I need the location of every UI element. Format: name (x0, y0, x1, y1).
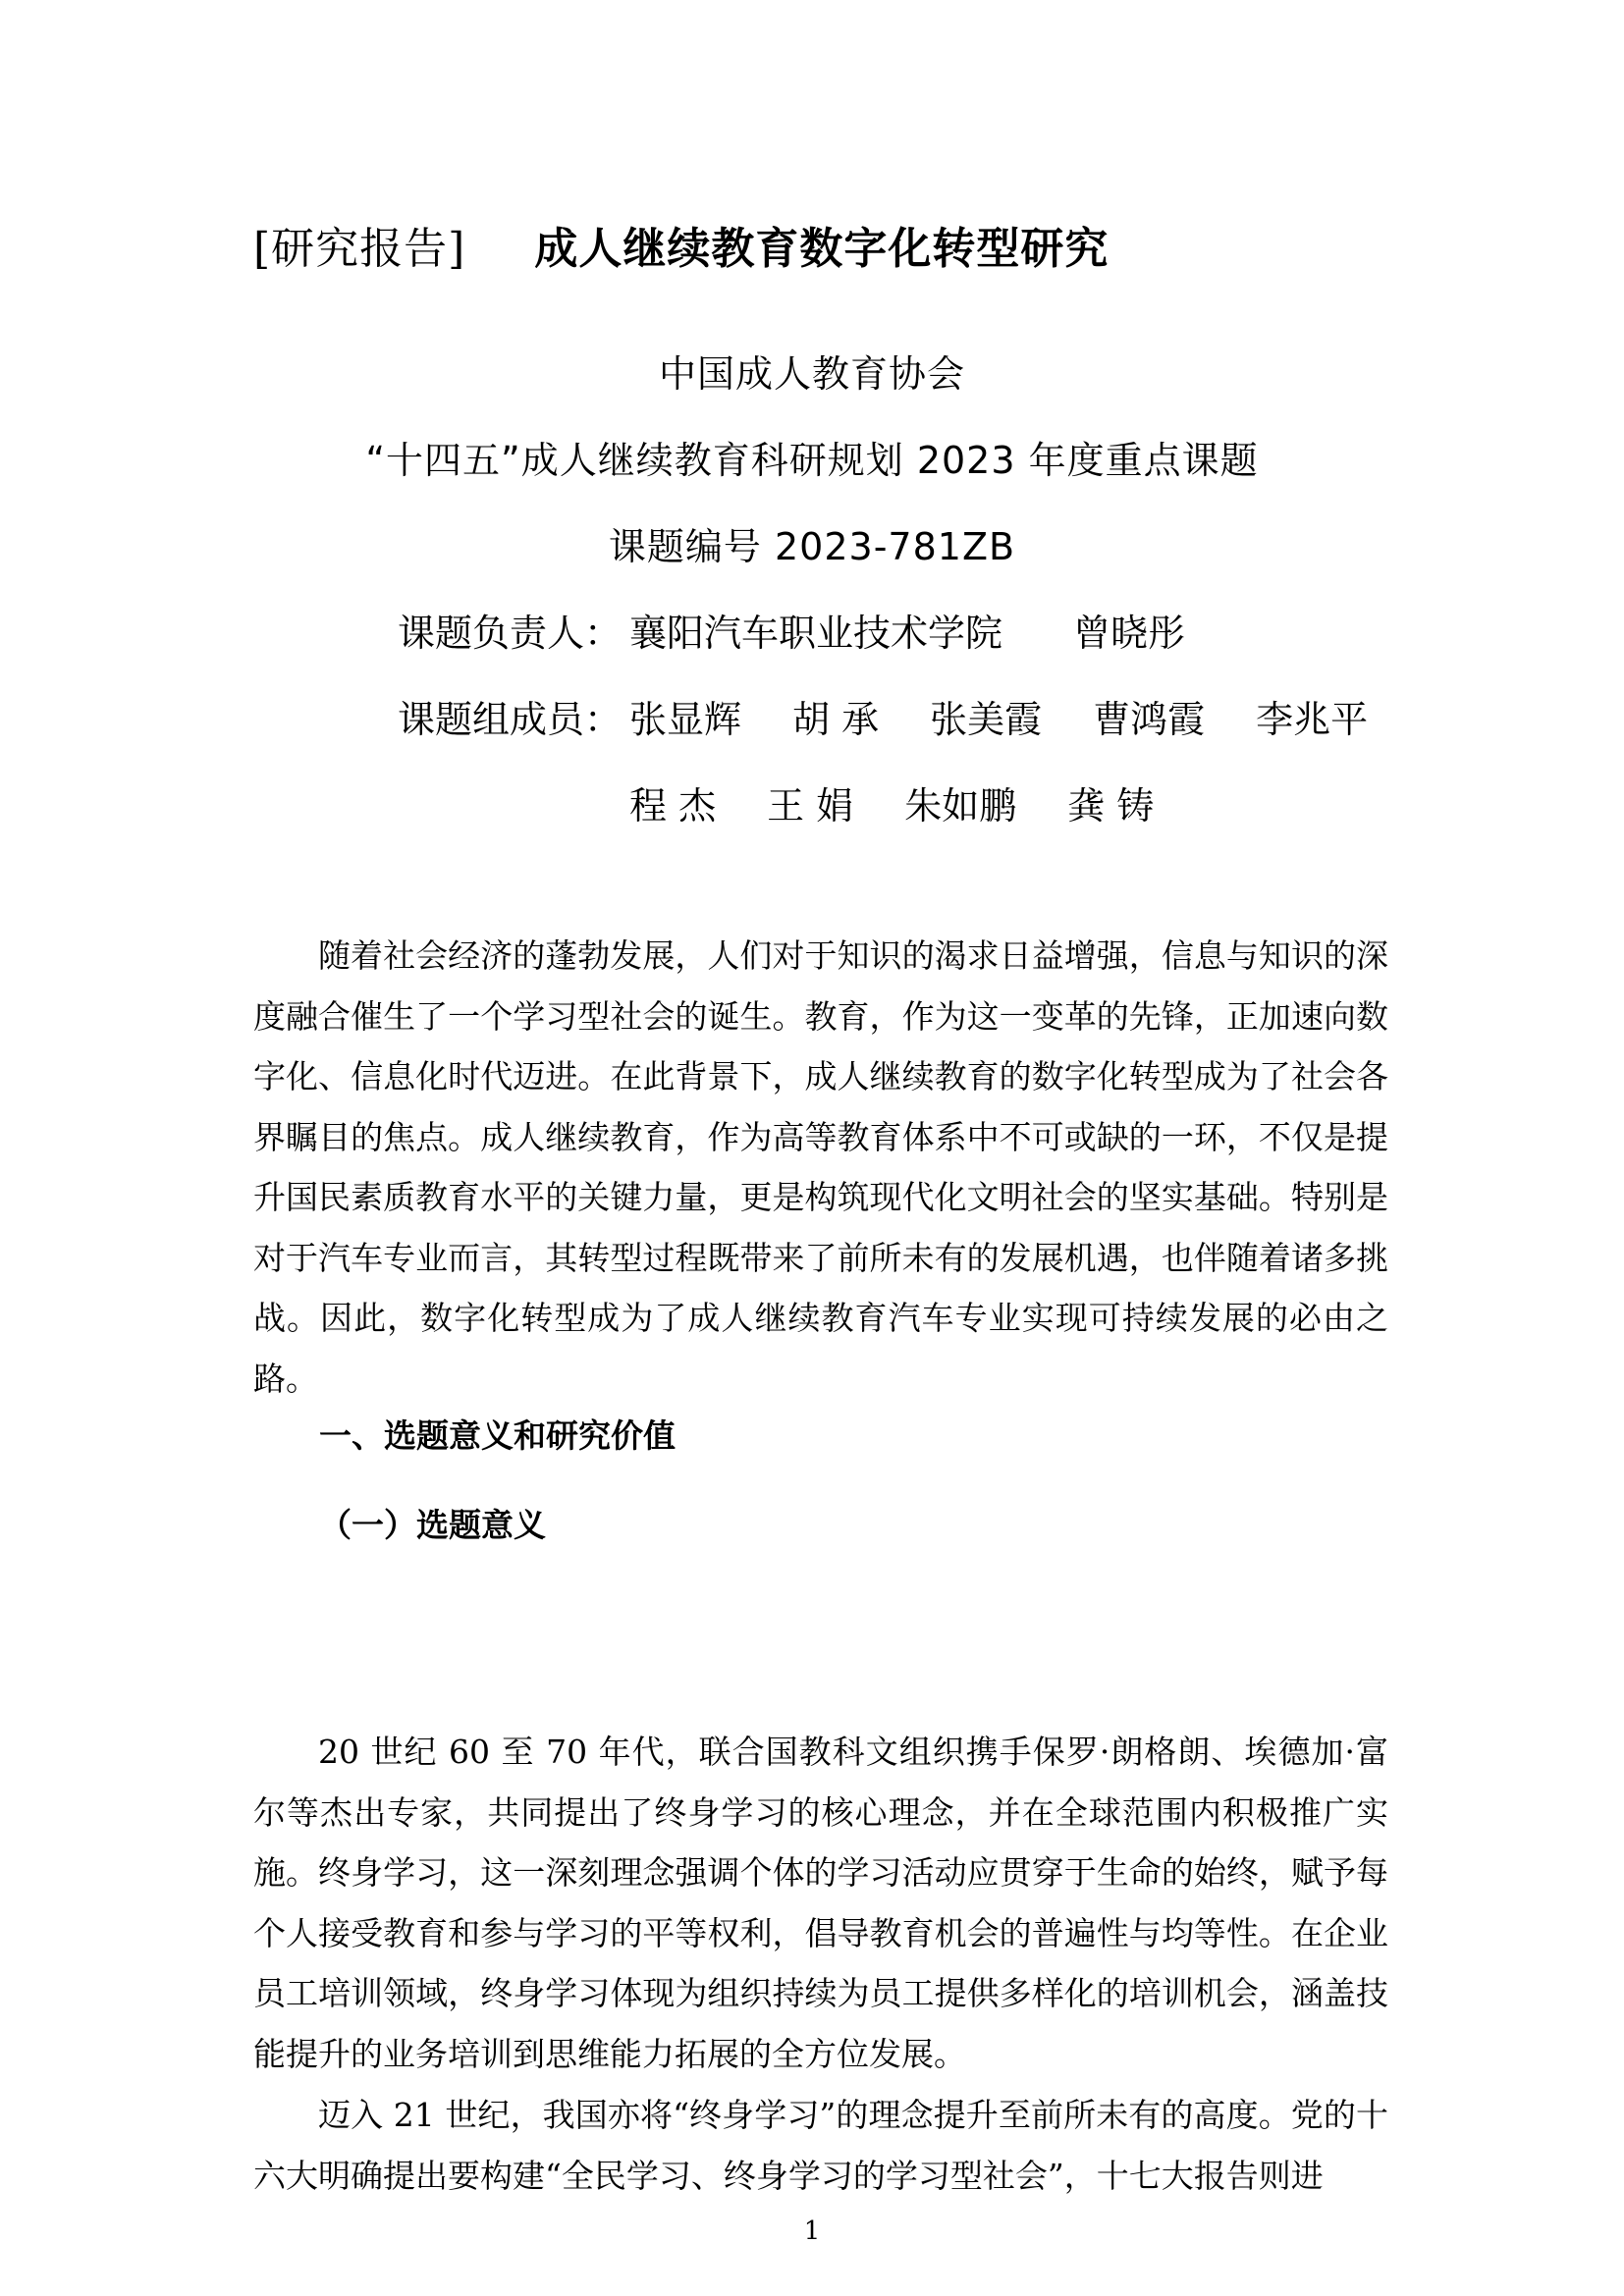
member-name: 李兆平 (1256, 698, 1369, 741)
leader-label: 课题负责人： (398, 612, 623, 655)
subsection-heading: （一）选题意义 (319, 1506, 546, 1544)
leader-institution: 襄阳汽车职业技术学院 (629, 612, 1003, 655)
member-name: 王 娟 (767, 784, 854, 828)
project-members-row (398, 689, 1527, 743)
member-name: 程 杰 (629, 784, 717, 828)
project-leader-row (398, 603, 1527, 657)
member-name: 朱如鹏 (904, 784, 1017, 828)
member-name: 张显辉 (629, 698, 742, 741)
intro-paragraph: 随着社会经济的蓬勃发展，人们对于知识的渴求日益增强，信息与知识的深度融合催生了一个学习型社会的诞生。教育，作为这一变革的先锋，正加速向数字化、信息化时代迈进。在此背景下，成人继续教育的数字化转型成为了社会各界瞩目的焦点。成人继续教育，作为高等教育体系中不可或缺的一环，不仅是提升国民素质教育水平的关键力量，更是构筑现代化文明社会的坚实基础。特别是对于汽车专业而言，其转型过程既带来了前所未有的发展机遇，也伴随着诸多挑战。因此，数字化转型成为了成人继续教育汽车专业实现可持续发展的必由之路。 (253, 936, 1388, 1398)
report-title-row (253, 210, 1432, 279)
project-members-row-continued (629, 775, 1624, 829)
section-heading: 一、选题意义和研究价值 (319, 1416, 676, 1455)
member-name: 胡 承 (792, 698, 880, 741)
body-paragraph: 20 世纪 60 至 70 年代，联合国教科文组织携手保罗·朗格朗、埃德加·富尔等杰出专家，共同提出了终身学习的核心理念，并在全球范围内积极推广实施。终身学习，这一深刻理念强调个体的学习活动应贯穿于生命的始终，赋予每个人接受教育和参与学习的平等权利，倡导教育机会的普遍性与均等性。在企业员工培训领域，终身学习体现为组织持续为员工提供多样化的培训机会，涵盖技能提升的业务培训到思维能力拓展的全方位发展。 (253, 1733, 1388, 2073)
member-name: 曹鸿霞 (1093, 698, 1206, 741)
leader-name: 曾晓彤 (1073, 612, 1186, 655)
member-name: 龚 铸 (1067, 784, 1155, 828)
member-name: 张美霞 (930, 698, 1043, 741)
report-type-tag: [研究报告] (253, 224, 466, 274)
project-number-line: 课题编号 2023-781ZB (608, 525, 1016, 568)
report-title: 成人继续教育数字化转型研究 (534, 224, 1110, 274)
members-label: 课题组成员： (398, 698, 623, 741)
organization-line: 中国成人教育协会 (658, 352, 965, 396)
body-paragraph: 迈入 21 世纪，我国亦将“终身学习”的理念提升至前所未有的高度。党的十六大明确提出要构建“全民学习、终身学习的学习型社会”，十七大报告则进 (253, 2096, 1388, 2195)
plan-line: “十四五”成人继续教育科研规划 2023 年度重点课题 (365, 439, 1259, 482)
page-number: 1 (803, 2216, 821, 2246)
